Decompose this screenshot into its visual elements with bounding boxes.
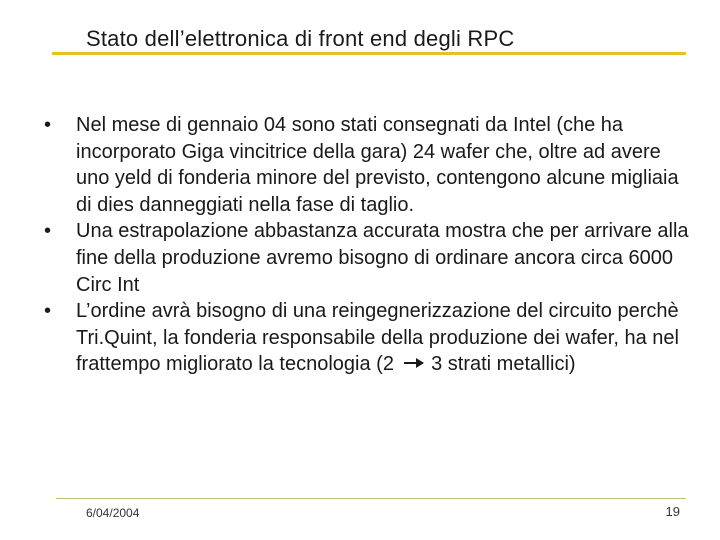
bullet-text-after-arrow: 3 strati metallici) bbox=[431, 353, 576, 376]
bullet-marker: • bbox=[44, 114, 52, 136]
bullet-marker: • bbox=[44, 300, 52, 323]
bullet-item-1 bbox=[36, 112, 696, 218]
right-arrow-icon bbox=[400, 355, 426, 371]
bullet-marker: • bbox=[44, 220, 52, 243]
bullet-text-before-arrow: L’ordine avrà bisogno di una reingegnerizzazione del circuito perchè Tri.Quint, la fonderia responsabile della produzione dei wafer, ha nel frattempo migliorato la tecnologia (2 bbox=[76, 300, 679, 376]
bullet-text: Nel mese di gennaio 04 sono stati consegnati da Intel (che ha incorporato Giga vincitrice della gara) 24 wafer che, oltre ad avere uno yeld di fonderia minore del previsto, contengono alcune migliaia di dies danneggiati nella fase di taglio. bbox=[76, 114, 679, 216]
bullet-text: Una estrapolazione abbastanza accurata mostra che per arrivare alla fine della produzione avremo bisogno di ordinare ancora circa 6000 Circ Int bbox=[76, 220, 689, 296]
footer-rule bbox=[56, 498, 686, 499]
bullet-list bbox=[36, 112, 696, 378]
bullet-item-3 bbox=[36, 298, 696, 378]
page-number: 19 bbox=[665, 504, 680, 519]
bullet-item-2 bbox=[36, 218, 696, 298]
title-underline bbox=[52, 52, 686, 55]
footer-date: 6/04/2004 bbox=[86, 506, 140, 520]
slide-title: Stato dell’elettronica di front end degli RPC bbox=[86, 26, 515, 51]
